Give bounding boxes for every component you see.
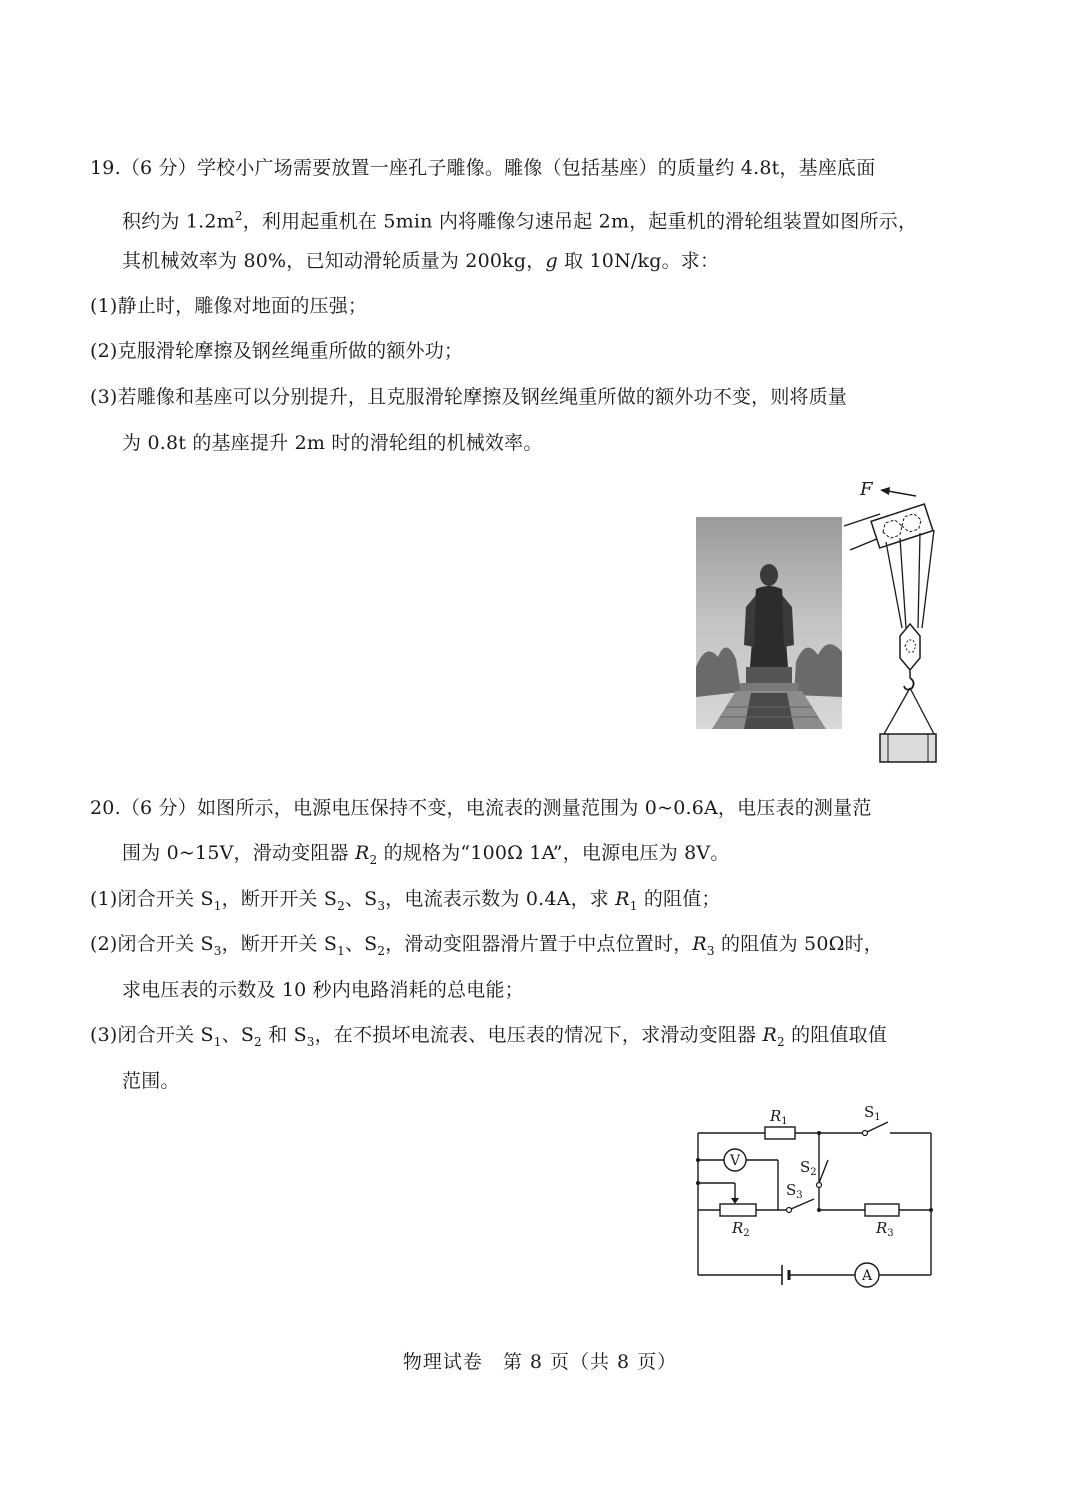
- q19-part-1: (1)静止时，雕像对地面的压强；: [90, 295, 368, 317]
- page-footer: 物理试卷 第 8 页（共 8 页）: [402, 1351, 678, 1373]
- svg-text:R2: $R_2$: [732, 1219, 750, 1239]
- svg-text:S3: $S_3$: [786, 1181, 803, 1201]
- circuit-diagram: [690, 1100, 940, 1290]
- q19-part-3-cont: 为 0.8t 的基座提升 2m 时的滑轮组的机械效率。: [122, 432, 543, 454]
- svg-text:A: A: [861, 1268, 873, 1284]
- resistor-r1: [765, 1127, 795, 1139]
- svg-text:R1: $R_1$: [770, 1107, 788, 1127]
- q20-part-3: (3)闭合开关 $S_1$、$S_2$ 和 $S_3$，在不损坏电流表、电压表的情况下，求滑动变阻器 $R_2$ 的阻值取值: [90, 1024, 888, 1049]
- q20-part-2-cont: 求电压表的示数及 10 秒内电路消耗的总电能；: [122, 979, 524, 1001]
- q20-part-3-cont: 范围。: [122, 1070, 180, 1092]
- q20-part-1: (1)闭合开关 $S_1$，断开开关 $S_2$、$S_3$，电流表示数为 0.4A，求 $R_1$ 的阻值；: [90, 888, 721, 913]
- q20-line-2: 围为 0~15V，滑动变阻器 $R_2$ 的规格为“100Ω 1A”，电源电压为 8V。: [122, 842, 730, 867]
- q19-line-3: 其机械效率为 80%，已知动滑轮质量为 200kg，g 取 10N/kg。求：: [122, 250, 720, 272]
- statue-photo: [696, 517, 842, 729]
- resistor-r2: [720, 1204, 756, 1216]
- resistor-r3: [865, 1204, 899, 1216]
- q19-line-1: 19.（6 分）学校小广场需要放置一座孔子雕像。雕像（包括基座）的质量约 4.8t，基座底面: [90, 157, 876, 179]
- force-label: F: [860, 479, 873, 500]
- svg-text:S2: $S_2$: [800, 1158, 817, 1178]
- svg-text:R3: $R_3$: [876, 1219, 894, 1239]
- svg-text:S1: $S_1$: [864, 1103, 881, 1123]
- q19-line-2: 积约为 $1.2m^2$，利用起重机在 5min 内将雕像匀速吊起 2m，起重机的滑轮组装置如图所示，: [122, 209, 918, 233]
- q19-part-3: (3)若雕像和基座可以分别提升，且克服滑轮摩擦及钢丝绳重所做的额外功不变，则将质量: [90, 386, 848, 408]
- svg-text:V: V: [729, 1153, 741, 1169]
- q20-part-2: (2)闭合开关 $S_3$，断开开关 $S_1$、$S_2$，滑动变阻器滑片置于中点位置时，$R_3$ 的阻值为 50Ω时，: [90, 933, 883, 958]
- pulley-diagram: [840, 478, 950, 768]
- q19-part-2: (2)克服滑轮摩擦及钢丝绳重所做的额外功；: [90, 340, 464, 362]
- q20-line-1: 20.（6 分）如图所示，电源电压保持不变，电流表的测量范围为 0~0.6A，电压表的测量范: [90, 797, 872, 819]
